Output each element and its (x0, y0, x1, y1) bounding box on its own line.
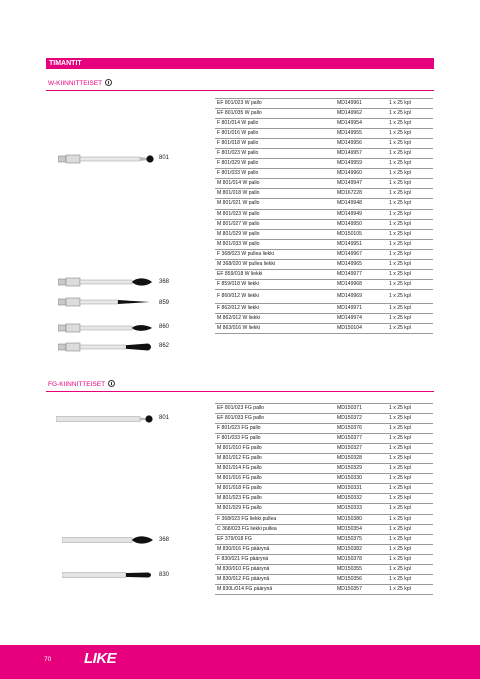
bur-368-w-label: 368 (159, 279, 170, 285)
table-row (215, 515, 433, 525)
table-row (215, 119, 433, 129)
package-size-cell: 1 x 25 kpl (389, 130, 411, 137)
package-size-cell: 1 x 25 kpl (389, 304, 411, 311)
table-row (215, 494, 433, 504)
product-code-cell: MD150327 (337, 445, 362, 452)
product-code-cell: MD150354 (337, 525, 362, 532)
package-size-cell: 1 x 25 kpl (389, 525, 411, 532)
product-code-cell: MD149965 (337, 260, 362, 267)
package-size-cell: 1 x 25 kpl (389, 314, 411, 321)
package-size-cell: 1 x 25 kpl (389, 240, 411, 247)
package-size-cell: 1 x 25 kpl (389, 210, 411, 217)
product-code-cell: MD149977 (337, 270, 362, 277)
header-title: TIMANTIT (49, 60, 82, 67)
package-size-cell: 1 x 25 kpl (389, 292, 411, 299)
bur-860-w-illustration (58, 322, 154, 334)
package-size-cell: 1 x 25 kpl (389, 415, 411, 422)
bur-859-w-label: 859 (159, 300, 170, 306)
product-code-cell: MD149949 (337, 210, 362, 217)
product-name-cell: M 863/016 W liekki (217, 324, 261, 331)
product-name-cell: EF 801/023 W pallo (217, 100, 262, 106)
product-code-cell: MD150330 (337, 475, 362, 482)
table-row (215, 159, 433, 169)
product-code-cell: MD149951 (337, 240, 362, 247)
table-row (215, 290, 433, 304)
table-row (215, 99, 433, 109)
product-name-cell: M 830/010 FG päärynä (217, 565, 270, 572)
table-row (215, 444, 433, 454)
table-row (215, 464, 433, 474)
product-code-cell: MD149955 (337, 130, 362, 137)
table-row (215, 555, 433, 565)
package-size-cell: 1 x 25 kpl (389, 535, 411, 542)
handpiece-icon (108, 380, 115, 387)
package-size-cell: 1 x 25 kpl (389, 150, 411, 157)
package-size-cell: 1 x 25 kpl (389, 260, 411, 267)
product-code-cell: MD150372 (337, 415, 362, 422)
product-code-cell: MD149971 (337, 304, 362, 311)
bur-368-fg-label: 368 (159, 537, 170, 543)
product-code-cell: MD149967 (337, 250, 362, 257)
table-row (215, 504, 433, 514)
package-size-cell: 1 x 25 kpl (389, 100, 411, 106)
table-row (215, 169, 433, 179)
package-size-cell: 1 x 25 kpl (389, 495, 411, 502)
package-size-cell: 1 x 25 kpl (389, 555, 411, 562)
product-code-cell: MD150377 (337, 435, 362, 442)
product-code-cell: MD149974 (337, 314, 362, 321)
package-size-cell: 1 x 25 kpl (389, 475, 411, 482)
table-row (215, 565, 433, 575)
package-size-cell: 1 x 25 kpl (389, 140, 411, 147)
w-product-table (215, 98, 433, 334)
table-row (215, 260, 433, 270)
table-row (215, 304, 433, 314)
package-size-cell: 1 x 25 kpl (389, 120, 411, 127)
page-number: 70 (44, 656, 52, 663)
product-code-cell: MD149959 (337, 160, 362, 167)
package-size-cell: 1 x 25 kpl (389, 565, 411, 572)
product-name-cell: F 801/023 FG pallo (217, 425, 261, 432)
product-name-cell: F 801/014 W pallo (217, 120, 259, 127)
table-row (215, 210, 433, 220)
bur-801-w-illustration (58, 153, 154, 165)
package-size-cell: 1 x 25 kpl (389, 180, 411, 187)
product-name-cell: F 801/029 W pallo (217, 160, 259, 167)
package-size-cell: 1 x 25 kpl (389, 230, 411, 237)
package-size-cell: 1 x 25 kpl (389, 160, 411, 167)
table-row (215, 474, 433, 484)
fg-product-table (215, 403, 433, 595)
product-name-cell: M 368/020 W pullea liekki (217, 260, 276, 267)
package-size-cell: 1 x 25 kpl (389, 110, 411, 117)
table-row (215, 575, 433, 585)
product-code-cell: MD150376 (337, 425, 362, 432)
product-name-cell: M 801/014 FG pallo (217, 465, 262, 472)
table-row (215, 149, 433, 159)
product-name-cell: M 801/021 W pallo (217, 200, 260, 207)
product-code-cell: MD149954 (337, 120, 362, 127)
product-code-cell: MD150375 (337, 535, 362, 542)
product-code-cell: MD150328 (337, 455, 362, 462)
package-size-cell: 1 x 25 kpl (389, 220, 411, 227)
product-name-cell: M 801/018 W pallo (217, 190, 260, 197)
product-name-cell: M 830/012 FG päärynä (217, 575, 270, 582)
product-code-cell: MD149961 (337, 100, 362, 106)
product-code-cell: MD150332 (337, 495, 362, 502)
product-name-cell: M 830/016 FG päärynä (217, 545, 270, 552)
product-code-cell: MD149956 (337, 140, 362, 147)
package-size-cell: 1 x 25 kpl (389, 405, 411, 411)
product-code-cell: MD149948 (337, 200, 362, 207)
product-code-cell: MD149968 (337, 280, 362, 287)
table-row (215, 270, 433, 280)
fg-section-rule (46, 391, 434, 392)
product-code-cell: MD150331 (337, 485, 362, 492)
bur-801-fg-illustration (56, 413, 154, 425)
bur-859-w-illustration (58, 296, 154, 308)
product-name-cell: F 859/018 W liekki (217, 280, 259, 287)
product-code-cell: MD149962 (337, 110, 362, 117)
product-name-cell: M 801/023 W pallo (217, 210, 260, 217)
product-code-cell: MD167228 (337, 190, 362, 197)
table-row (215, 280, 433, 290)
product-code-cell: MD150382 (337, 545, 362, 552)
table-row (215, 545, 433, 555)
bur-862-w-label: 862 (159, 343, 170, 349)
product-code-cell: MD150380 (337, 515, 362, 522)
product-name-cell: M 801/029 W pallo (217, 230, 260, 237)
product-code-cell: MD150357 (337, 585, 362, 592)
handpiece-icon (105, 79, 112, 86)
package-size-cell: 1 x 25 kpl (389, 270, 411, 277)
table-row (215, 109, 433, 119)
package-size-cell: 1 x 25 kpl (389, 435, 411, 442)
table-row (215, 454, 433, 464)
product-code-cell: MD150378 (337, 555, 362, 562)
w-section-title (48, 79, 112, 88)
package-size-cell: 1 x 25 kpl (389, 505, 411, 512)
package-size-cell: 1 x 25 kpl (389, 585, 411, 592)
product-name-cell: EF 801/023 FG pallo (217, 405, 265, 411)
product-name-cell: EF 801/033 FG pallo (217, 415, 265, 422)
product-name-cell: F 801/018 W pallo (217, 140, 259, 147)
footer-bar (0, 645, 480, 679)
product-name-cell: F 801/033 FG pallo (217, 435, 261, 442)
product-name-cell: F 368/023 FG liekki pullea (217, 515, 277, 522)
product-name-cell: F 862/012 W liekki (217, 304, 259, 311)
table-row (215, 179, 433, 189)
table-row (215, 199, 433, 209)
table-row (215, 324, 433, 334)
package-size-cell: 1 x 25 kpl (389, 170, 411, 177)
product-code-cell: MD149969 (337, 292, 362, 299)
bur-801-fg-label: 801 (159, 415, 170, 421)
package-size-cell: 1 x 25 kpl (389, 515, 411, 522)
product-code-cell: MD150333 (337, 505, 362, 512)
product-code-cell: MD150356 (337, 575, 362, 582)
table-row (215, 240, 433, 250)
package-size-cell: 1 x 25 kpl (389, 200, 411, 207)
product-code-cell: MD149950 (337, 220, 362, 227)
table-row (215, 250, 433, 260)
table-row (215, 230, 433, 240)
product-code-cell: MD150329 (337, 465, 362, 472)
package-size-cell: 1 x 25 kpl (389, 575, 411, 582)
product-name-cell: M 801/023 FG pallo (217, 495, 262, 502)
package-size-cell: 1 x 25 kpl (389, 545, 411, 552)
product-code-cell: MD150105 (337, 230, 362, 237)
w-section-rule (46, 90, 434, 91)
package-size-cell: 1 x 25 kpl (389, 485, 411, 492)
product-name-cell: F 801/016 W pallo (217, 130, 259, 137)
w-section-title-text: W-KIINNITTEISET (48, 80, 103, 87)
table-row (215, 139, 433, 149)
table-row (215, 314, 433, 324)
package-size-cell: 1 x 25 kpl (389, 190, 411, 197)
table-row (215, 535, 433, 545)
package-size-cell: 1 x 25 kpl (389, 324, 411, 331)
bur-862-w-illustration (58, 341, 154, 353)
bur-801-w-label: 801 (159, 155, 170, 161)
package-size-cell: 1 x 25 kpl (389, 465, 411, 472)
product-name-cell: M 830L/014 FG päärynä (217, 585, 273, 592)
table-row (215, 129, 433, 139)
bur-860-w-label: 860 (159, 324, 170, 330)
product-code-cell: MD150355 (337, 565, 362, 572)
product-name-cell: F 801/033 W pallo (217, 170, 259, 177)
bur-830-fg-illustration (62, 569, 154, 581)
table-row (215, 424, 433, 434)
table-row (215, 414, 433, 424)
product-name-cell: M 801/010 FG pallo (217, 445, 262, 452)
package-size-cell: 1 x 25 kpl (389, 445, 411, 452)
product-name-cell: F 830/021 FG päärynä (217, 555, 269, 562)
table-row (215, 189, 433, 199)
bur-830-fg-label: 830 (159, 572, 170, 578)
product-name-cell: M 801/029 FG pallo (217, 505, 262, 512)
product-name-cell: EF 859/018 W liekki (217, 270, 263, 277)
product-name-cell: M 862/012 W liekki (217, 314, 261, 321)
product-code-cell: MD149960 (337, 170, 362, 177)
table-row (215, 220, 433, 230)
table-row (215, 404, 433, 414)
product-name-cell: F 368/023 W pullea liekki (217, 250, 274, 257)
product-name-cell: F 801/023 W pallo (217, 150, 259, 157)
product-name-cell: M 801/014 W pallo (217, 180, 260, 187)
product-code-cell: MD150104 (337, 324, 362, 331)
package-size-cell: 1 x 25 kpl (389, 250, 411, 257)
product-name-cell: EF 379/018 FG (217, 535, 252, 542)
table-row (215, 525, 433, 535)
package-size-cell: 1 x 25 kpl (389, 425, 411, 432)
product-name-cell: M 801/018 FG pallo (217, 485, 262, 492)
table-row (215, 484, 433, 494)
product-name-cell: M 801/016 FG pallo (217, 475, 262, 482)
product-name-cell: M 801/012 FG pallo (217, 455, 262, 462)
product-name-cell: EF 801/035 W pallo (217, 110, 262, 117)
product-code-cell: MD149947 (337, 180, 362, 187)
package-size-cell: 1 x 25 kpl (389, 280, 411, 287)
product-name-cell: C 368/023 FG liekki pullea (217, 525, 277, 532)
bur-368-w-illustration (58, 276, 154, 288)
fg-section-title (48, 380, 115, 389)
section-header-bar (46, 58, 434, 69)
package-size-cell: 1 x 25 kpl (389, 455, 411, 462)
product-name-cell: M 801/033 W pallo (217, 240, 260, 247)
brand-logo: LIKE (84, 650, 117, 667)
product-name-cell: M 801/027 W pallo (217, 220, 260, 227)
product-code-cell: MD149957 (337, 150, 362, 157)
table-row (215, 434, 433, 444)
fg-section-title-text: FG-KIINNITTEISET (48, 381, 106, 388)
product-code-cell: MD150371 (337, 405, 362, 411)
product-name-cell: F 860/012 W liekki (217, 292, 259, 299)
bur-368-fg-illustration (62, 534, 154, 546)
table-row (215, 585, 433, 595)
